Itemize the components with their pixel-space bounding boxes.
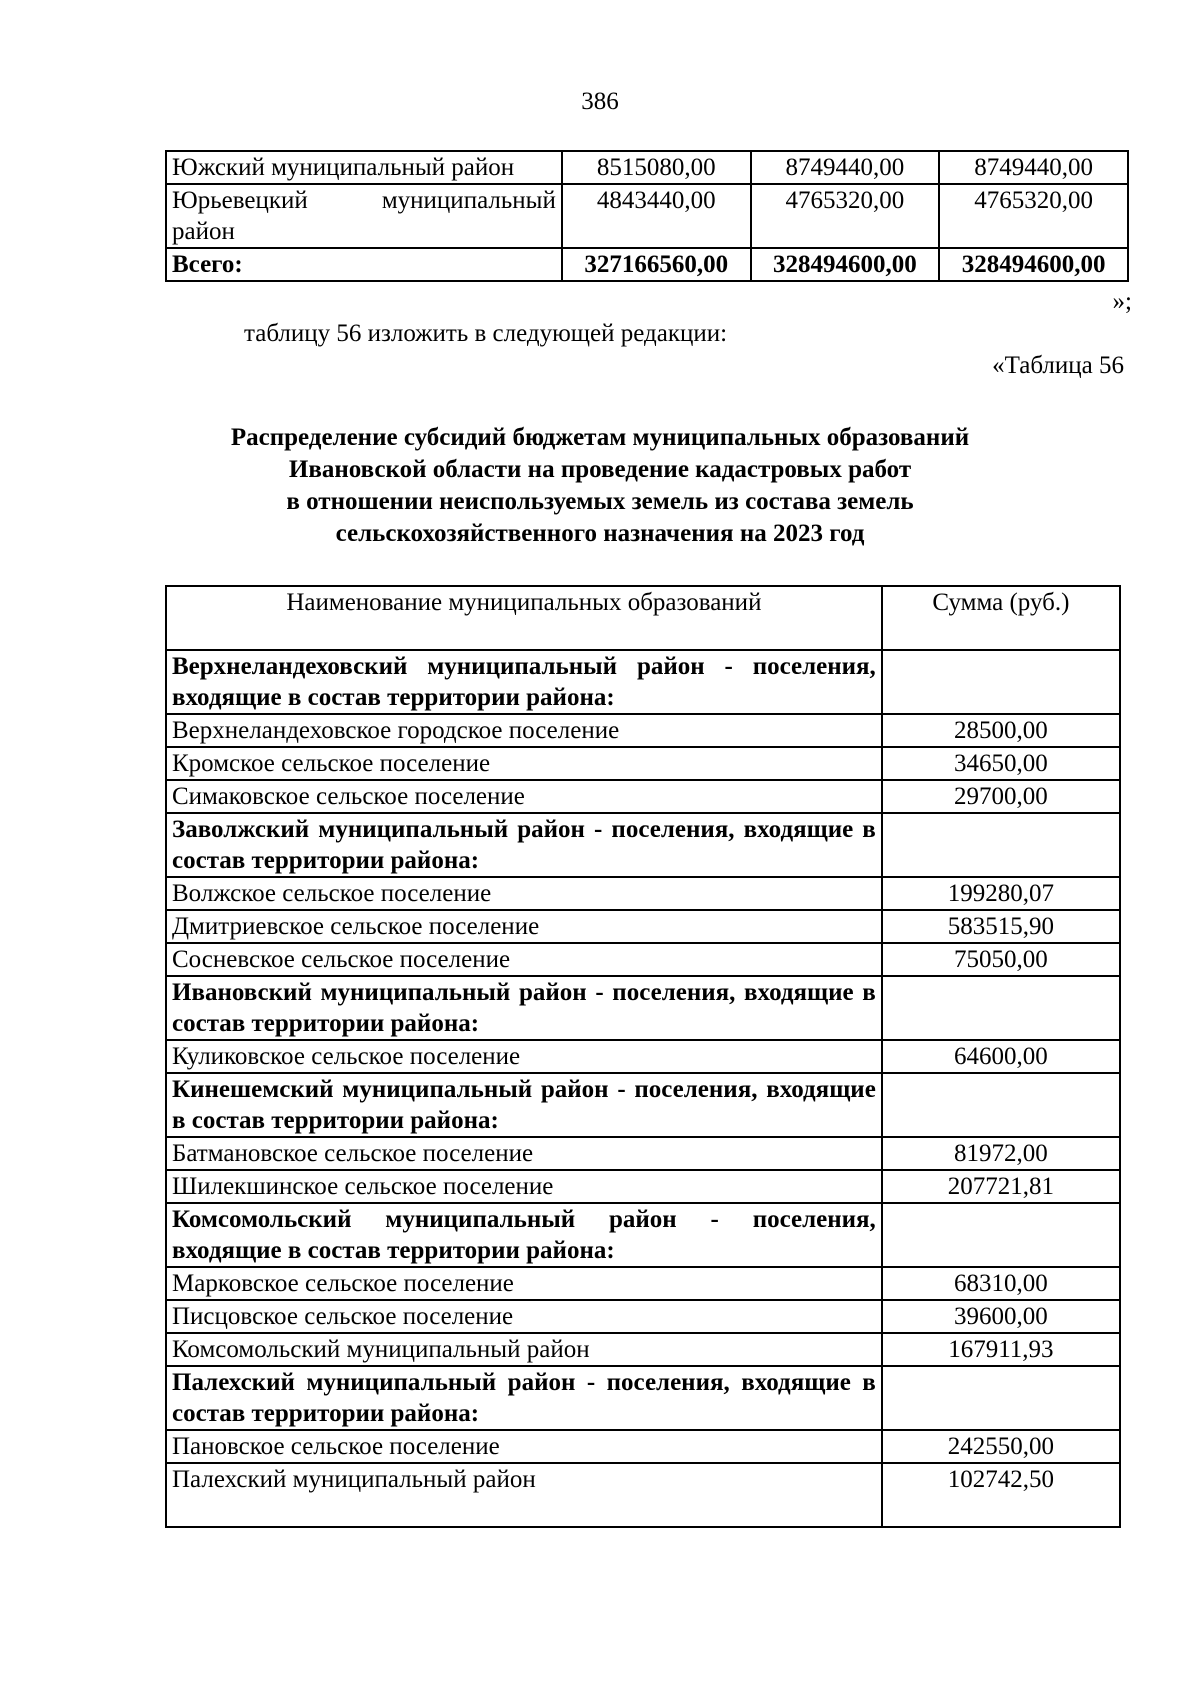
group-row xyxy=(166,976,1120,1040)
municipality-name: Юрьевецкий муниципальный район xyxy=(166,184,562,248)
settlement-name: Верхнеландеховское городское поселение xyxy=(166,714,882,747)
amount-cell: 4765320,00 xyxy=(751,184,940,248)
group-row xyxy=(166,1073,1120,1137)
table-row xyxy=(166,714,1120,747)
table-title xyxy=(0,422,1200,550)
amount-cell: 199280,07 xyxy=(882,877,1120,910)
page-number: 386 xyxy=(581,88,619,115)
settlement-name: Батмановское сельское поселение xyxy=(166,1137,882,1170)
table-row xyxy=(166,151,1128,184)
group-row xyxy=(166,813,1120,877)
settlement-name: Пановское сельское поселение xyxy=(166,1430,882,1463)
amount-cell: 242550,00 xyxy=(882,1430,1120,1463)
total-amount: 327166560,00 xyxy=(562,248,751,281)
municipality-name: Южский муниципальный район xyxy=(166,151,562,184)
settlement-name: Волжское сельское поселение xyxy=(166,877,882,910)
district-group-label: Кинешемский муниципальный район - поселения, входящие в состав территории района: xyxy=(166,1073,882,1137)
amount-cell xyxy=(882,976,1120,1040)
amount-cell: 102742,50 xyxy=(882,1463,1120,1527)
total-row xyxy=(166,248,1128,281)
subsidy-table-continuation xyxy=(165,150,1129,282)
table-row xyxy=(166,1267,1120,1300)
amount-cell: 34650,00 xyxy=(882,747,1120,780)
district-group-label: Заволжский муниципальный район - поселения, входящие в состав территории района: xyxy=(166,813,882,877)
header-row xyxy=(166,586,1120,650)
amount-cell: 29700,00 xyxy=(882,780,1120,813)
amount-cell: 8749440,00 xyxy=(751,151,940,184)
instruction-text: таблицу 56 изложить в следующей редакции: xyxy=(244,320,728,347)
table-row xyxy=(166,1463,1120,1527)
settlement-name: Шилекшинское сельское поселение xyxy=(166,1170,882,1203)
amount-cell: 8515080,00 xyxy=(562,151,751,184)
amount-cell: 81972,00 xyxy=(882,1137,1120,1170)
table-row xyxy=(166,943,1120,976)
settlement-name: Сосневское сельское поселение xyxy=(166,943,882,976)
table-row xyxy=(166,1300,1120,1333)
group-row xyxy=(166,1366,1120,1430)
table-row xyxy=(166,780,1120,813)
district-group-label: Ивановский муниципальный район - поселения, входящие в состав территории района: xyxy=(166,976,882,1040)
group-row xyxy=(166,1203,1120,1267)
amount-cell: 4843440,00 xyxy=(562,184,751,248)
settlement-name: Писцовское сельское поселение xyxy=(166,1300,882,1333)
table-row xyxy=(166,1040,1120,1073)
table-row xyxy=(166,184,1128,248)
title-line: Ивановской области на проведение кадастровых работ xyxy=(288,456,912,483)
table-row xyxy=(166,1137,1120,1170)
total-label: Всего: xyxy=(166,248,562,281)
amount-cell: 8749440,00 xyxy=(939,151,1128,184)
table-row xyxy=(166,910,1120,943)
amount-cell xyxy=(882,1366,1120,1430)
title-line: Распределение субсидий бюджетам муниципальных образований xyxy=(230,424,970,451)
title-line: сельскохозяйственного назначения на 2023 год xyxy=(335,520,865,547)
district-group-label: Комсомольский муниципальный район - поселения, входящие в состав территории района: xyxy=(166,1203,882,1267)
table-row xyxy=(166,1333,1120,1366)
title-line: в отношении неиспользуемых земель из состава земель xyxy=(286,488,914,515)
column-header-name: Наименование муниципальных образований xyxy=(166,586,882,650)
district-group-label: Верхнеландеховский муниципальный район - поселения, входящие в состав территории района: xyxy=(166,650,882,714)
settlement-name: Комсомольский муниципальный район xyxy=(166,1333,882,1366)
amount-cell: 167911,93 xyxy=(882,1333,1120,1366)
group-row xyxy=(166,650,1120,714)
amount-cell: 207721,81 xyxy=(882,1170,1120,1203)
district-group-label: Палехский муниципальный район - поселения, входящие в состав территории района: xyxy=(166,1366,882,1430)
settlement-name: Кромское сельское поселение xyxy=(166,747,882,780)
table-row xyxy=(166,1430,1120,1463)
amount-cell xyxy=(882,813,1120,877)
amount-cell: 64600,00 xyxy=(882,1040,1120,1073)
amount-cell: 75050,00 xyxy=(882,943,1120,976)
table-row xyxy=(166,747,1120,780)
column-header-sum: Сумма (руб.) xyxy=(882,586,1120,650)
settlement-name: Марковское сельское поселение xyxy=(166,1267,882,1300)
subsidy-distribution-table xyxy=(165,585,1121,1528)
amount-cell: 4765320,00 xyxy=(939,184,1128,248)
amount-cell xyxy=(882,1073,1120,1137)
settlement-name: Симаковское сельское поселение xyxy=(166,780,882,813)
closing-quote: »; xyxy=(1112,288,1132,315)
amount-cell: 39600,00 xyxy=(882,1300,1120,1333)
total-amount: 328494600,00 xyxy=(939,248,1128,281)
amount-cell xyxy=(882,650,1120,714)
amount-cell: 68310,00 xyxy=(882,1267,1120,1300)
settlement-name: Дмитриевское сельское поселение xyxy=(166,910,882,943)
settlement-name: Куликовское сельское поселение xyxy=(166,1040,882,1073)
amount-cell xyxy=(882,1203,1120,1267)
table-row xyxy=(166,877,1120,910)
table-row xyxy=(166,1170,1120,1203)
settlement-name: Палехский муниципальный район xyxy=(166,1463,882,1527)
amount-cell: 583515,90 xyxy=(882,910,1120,943)
total-amount: 328494600,00 xyxy=(751,248,940,281)
amount-cell: 28500,00 xyxy=(882,714,1120,747)
table-label: «Таблица 56 xyxy=(992,352,1124,379)
